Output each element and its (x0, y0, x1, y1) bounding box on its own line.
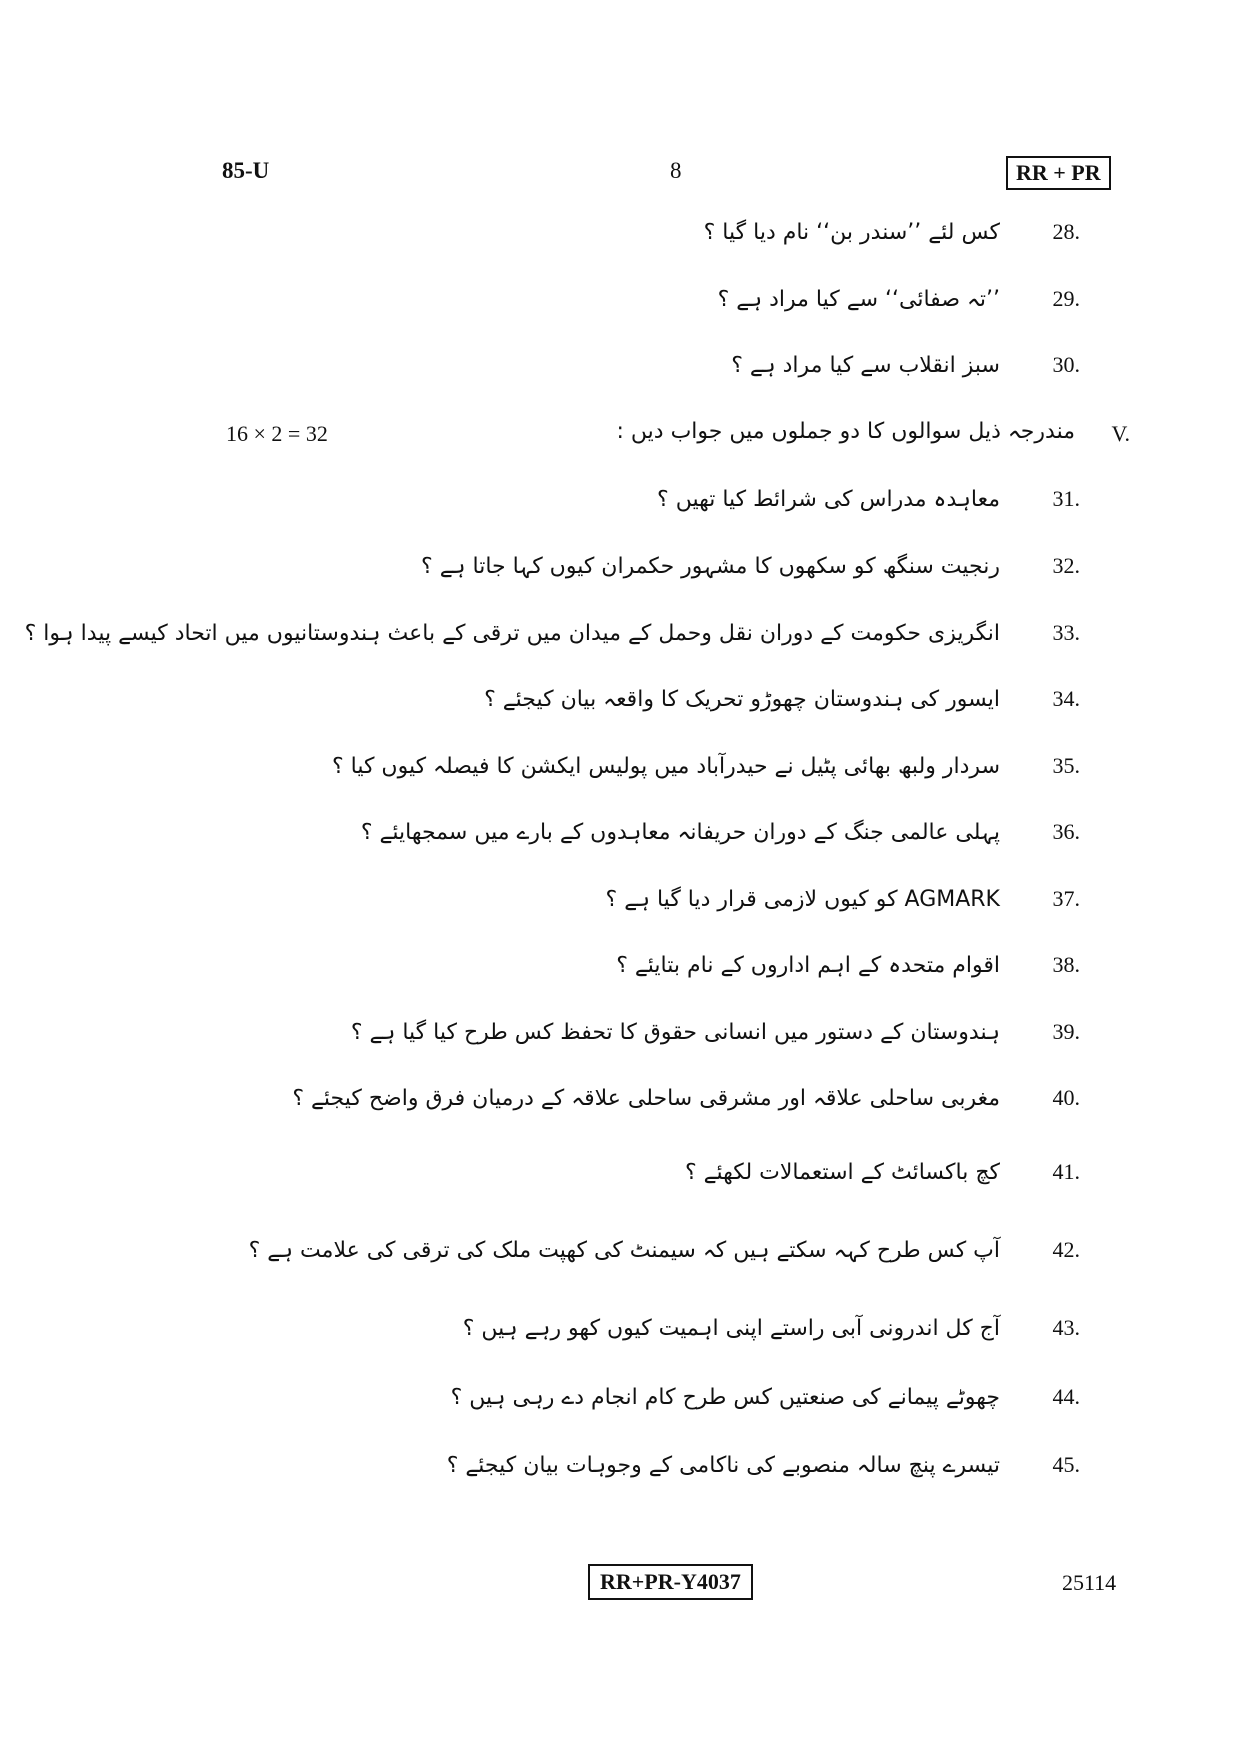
question-text: چھوٹے پیمانے کی صنعتیں کس طرح کام انجام دے رہی ہیں ؟ (450, 1384, 1000, 1410)
section-marks: 16 × 2 = 32 (226, 421, 328, 446)
question-text: رنجیت سنگھ کو سکھوں کا مشہور حکمران کیوں کہا جاتا ہے ؟ (421, 553, 1000, 579)
question-number: 33. (1052, 620, 1080, 645)
page-number: 8 (670, 158, 682, 183)
question-37 (606, 879, 1080, 919)
question-44 (451, 1377, 1080, 1417)
question-number: 35. (1052, 753, 1080, 778)
question-text: اقوام متحدہ کے اہم اداروں کے نام بتایئے ؟ (616, 952, 1000, 978)
section-label: V. (1111, 421, 1130, 446)
question-number: 45. (1052, 1452, 1080, 1477)
question-number: 40. (1052, 1085, 1080, 1110)
footer-paper-number: 25114 (1062, 1570, 1117, 1595)
question-text: مغربی ساحلی علاقہ اور مشرقی ساحلی علاقہ کے درمیان فرق واضح کیجئے ؟ (292, 1085, 1000, 1111)
question-number: 42. (1052, 1237, 1080, 1262)
question-text: انگریزی حکومت کے دوران نقل وحمل کے میدان میں ترقی کے باعث ہندوستانیوں میں اتحاد کیسے پیدا ہوا ؟ (24, 620, 1000, 646)
question-text: ایسور کی ہندوستان چھوڑو تحریک کا واقعہ بیان کیجئے ؟ (484, 686, 1000, 712)
question-36 (361, 812, 1080, 852)
paper-code: 85-U (222, 158, 270, 183)
question-number: 30. (1052, 352, 1080, 377)
question-text: معاہدہ مدراس کی شرائط کیا تھیں ؟ (657, 486, 1000, 512)
question-number: 37. (1052, 886, 1080, 911)
question-text: ’’تہ صفائی‘‘ سے کیا مراد ہے ؟ (717, 286, 1000, 312)
question-45 (447, 1445, 1080, 1485)
section-instruction: مندرجہ ذیل سوالوں کا دو جملوں میں جواب دیں : (616, 419, 1075, 444)
series-box: RR + PR (1006, 156, 1111, 190)
question-number: 28. (1052, 219, 1080, 244)
question-32 (421, 546, 1080, 586)
question-number: 41. (1052, 1159, 1080, 1184)
question-number: 31. (1052, 486, 1080, 511)
question-text: پہلی عالمی جنگ کے دوران حریفانہ معاہدوں کے بارے میں سمجھایئے ؟ (360, 819, 1000, 845)
question-number: 29. (1052, 286, 1080, 311)
question-text: آپ کس طرح کہہ سکتے ہیں کہ سیمنٹ کی کھپت ملک کی ترقی کی علامت ہے ؟ (248, 1237, 1000, 1263)
question-40 (292, 1078, 1080, 1118)
question-31 (657, 479, 1080, 519)
question-text: کس لئے ’’سندر بن‘‘ نام دیا گیا ؟ (703, 219, 1000, 245)
question-number: 36. (1052, 819, 1080, 844)
question-number: 32. (1052, 553, 1080, 578)
question-33 (25, 613, 1080, 653)
question-number: 44. (1052, 1384, 1080, 1409)
footer-series-code: RR+PR-Y4037 (588, 1564, 753, 1600)
question-text: AGMARK کو کیوں لازمی قرار دیا گیا ہے ؟ (605, 886, 1000, 912)
question-28 (704, 212, 1080, 252)
question-number: 43. (1052, 1315, 1080, 1340)
question-43 (463, 1308, 1080, 1348)
question-38 (616, 945, 1080, 985)
question-text: تیسرے پنچ سالہ منصوبے کی ناکامی کے وجوہات بیان کیجئے ؟ (446, 1452, 1000, 1478)
question-35 (332, 746, 1080, 786)
question-29 (718, 279, 1080, 319)
question-text: ہندوستان کے دستور میں انسانی حقوق کا تحفظ کس طرح کیا گیا ہے ؟ (350, 1019, 1000, 1045)
question-number: 39. (1052, 1019, 1080, 1044)
question-text: کچ باکسائٹ کے استعمالات لکھئے ؟ (684, 1159, 1000, 1185)
question-30 (731, 345, 1080, 385)
question-42 (249, 1230, 1080, 1270)
question-text: سردار ولبھ بھائی پٹیل نے حیدرآباد میں پولیس ایکشن کا فیصلہ کیوں کیا ؟ (331, 753, 1000, 779)
question-39 (351, 1012, 1080, 1052)
question-41 (685, 1152, 1080, 1192)
question-text: سبز انقلاب سے کیا مراد ہے ؟ (731, 352, 1000, 378)
question-number: 38. (1052, 952, 1080, 977)
question-34 (484, 679, 1080, 719)
question-text: آج کل اندرونی آبی راستے اپنی اہمیت کیوں کھو رہے ہیں ؟ (462, 1315, 1000, 1341)
question-number: 34. (1052, 686, 1080, 711)
